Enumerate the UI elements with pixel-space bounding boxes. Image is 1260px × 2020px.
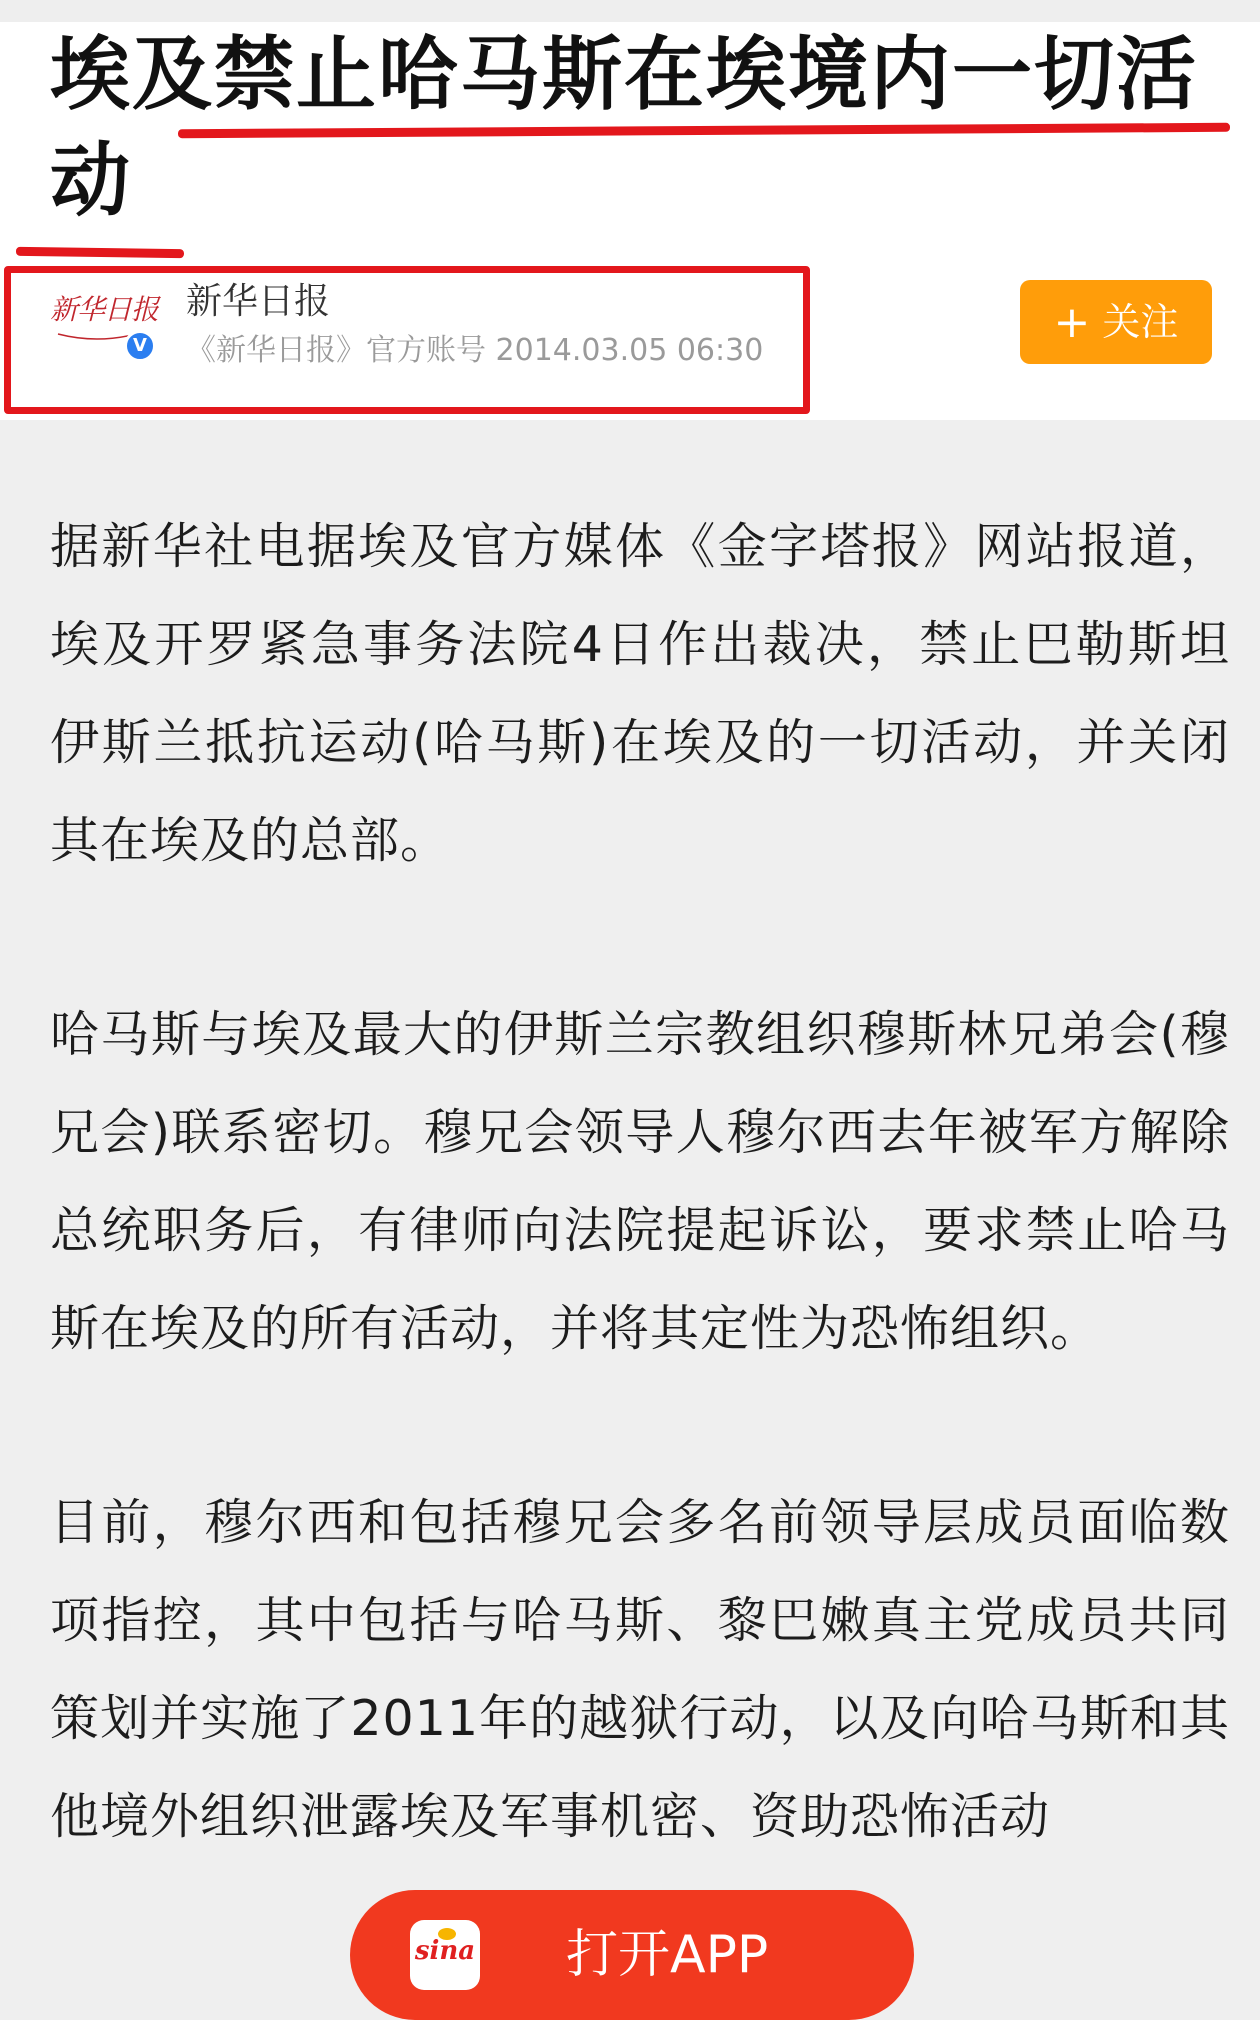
follow-button[interactable] xyxy=(1020,280,1212,364)
open-app-button[interactable] xyxy=(350,1890,914,2020)
author-meta: 《新华日报》官方账号 2014.03.05 06:30 xyxy=(186,333,764,368)
article-paragraph: 目前，穆尔西和包括穆兄会多名前领导层成员面临数项指控，其中包括与哈马斯、黎巴嫩真主党成员共同策划并实施了2011年的越狱行动，以及向哈马斯和其他境外组织泄露埃及军事机密、资助恐怖活动 xyxy=(50,1494,1230,1845)
sina-logo-icon xyxy=(410,1920,480,1990)
top-strip xyxy=(0,0,1260,22)
plus-icon: + xyxy=(1053,297,1091,348)
author-name[interactable]: 新华日报 xyxy=(186,281,331,322)
article-body xyxy=(50,498,1230,1962)
sina-logo-text: sina xyxy=(414,1936,476,1966)
verified-v-icon: V xyxy=(124,330,156,362)
publisher-logo-text: 新华日报 xyxy=(49,293,158,326)
follow-label: 关注 xyxy=(1102,300,1179,344)
article-title: 埃及禁止哈马斯在埃境内一切活动 xyxy=(50,28,1198,227)
open-app-label: 打开APP xyxy=(566,1925,769,1985)
article-paragraph: 据新华社电据埃及官方媒体《金字塔报》网站报道，埃及开罗紧急事务法院4日作出裁决，禁止巴勒斯坦伊斯兰抵抗运动(哈马斯)在埃及的一切活动，并关闭其在埃及的总部。 xyxy=(50,518,1230,869)
article-paragraph: 哈马斯与埃及最大的伊斯兰宗教组织穆斯林兄弟会(穆兄会)联系密切。穆兄会领导人穆尔西去年被军方解除总统职务后，有律师向法院提起诉讼，要求禁止哈马斯在埃及的所有活动，并将其定性为恐怖组织。 xyxy=(50,1006,1230,1357)
